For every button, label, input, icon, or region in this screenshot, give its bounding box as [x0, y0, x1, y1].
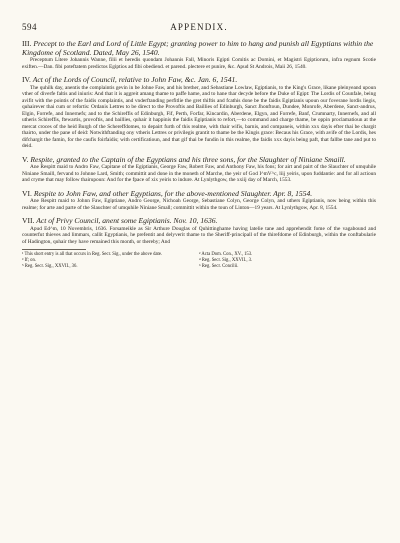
section-7 [22, 217, 376, 245]
section-title: Respite to John Faw, and other Egyptians, for the above-mentioned Slaughter. Apr. 8, 1554. [33, 188, 313, 198]
section-5 [22, 156, 376, 184]
footnote: ³ If; on. [22, 257, 37, 263]
section-number: VI. [22, 188, 32, 198]
footnotes [22, 252, 376, 269]
section-title: Act of Privy Council, anent some Egiptianis. Nov. 10, 1636. [36, 216, 218, 226]
section-number: VII. [22, 216, 35, 226]
section-paragraph: Ane Respitt maid to Andro Faw, Capitane of the Egiptianis, George Faw, Robert Faw, and Anthony Faw, his fons; for airt and pairt of the Slauchter of umquhile Niniane Smaill, fervand to Johnne Lard, Smith; committit and done in the moneth of Marche, the yeir of God I^mV^c, liij yeiris, upon fuddantie: and for all actioun and cryme that may follow thairupoun: And for the fpace of xix yeiris to indure. At Lynlythgow, the xxiij day of March, 1553. [22, 164, 376, 184]
section-heading [22, 217, 376, 226]
footnote: ⁶ Reg. Secr. Concilii. [199, 263, 239, 269]
section-paragraph: The quhilk day, anentis the complaintis gevin in be Johne Faw, and his brether, and Sebastiane Lowlaw, Egiptianis, to the King's Grace, likane pleinyeand upoun vther of diverfe faltis and iniuris: And that it is aggreit amang thame to paffe hame, and to hane thar decyde before the Duke of Egipt: The Lordis of Counfale, being avifit with the pointis of the faidis complaintis, and vnderftanding perfitlie the gret thiftis and fcathis done be the faidis Egiptianis upoun our foverane lordis liegis, quhairever thai cum or refortis: Ordanis Lettres to be direct to the Provoftis and Baillies of Edinburgh, Sanct Jhonftoun, Dundee, Monrofe, Aberdene, Sanct-andrus, Elgin, Forrefe, and Innernefs; and to the Schireffis of Edinburgh, Fif, Perth, Forfar, Kincardin, Aberdene, Elgyn, and Forrefe, Banf, Crumnarty, Innernefs, and all utheris Schireffis, ftewartis, provoftis, and baillies, quhair it happinis the faidis Egiptianis to refort,—to command and charge thame, be oppin proclamatioun at the mercat croces of the heid Burgh of the Schereffdomes, to depairt furth of this realme, with thair wifis, barnis, and companeis, within xxx dayis efter thai be chargit thairto, under the pane of deid: Notwithftanding ony vtheris Lettres or privilegis grantit to thame be the Kingis grace: Becaus his Grace, with avife of the Lordis, hes difchargit the famin, for the caufis foirfaidis; with certificatioun, and that gif thai be fundin in this realme, the faidis xxx dayis being paft, that fallbe tane and put to deid. [22, 85, 376, 150]
section-title: Precept to the Earl and Lord of Little Egypt; granting power to him to hang and punish all Egyptians within the Kingdome of Scotland. Dated, May 26, 1540. [22, 39, 374, 57]
section-paragraph: Ane Respitt maid to Johnn Faw, Egiptiane, Andro George, Nichoah George, Sebastiane Colyn, George Colyn, and uthers Egiptianis, now being within this realme; for arte and parte of the Slauchter of umquhile Niniane Small; committit within the toun of Linton—19 years. At Lynlythgow, Apr. 8, 1554. [22, 198, 376, 211]
footnote-rule [22, 249, 86, 250]
section-title: Respite, granted to the Captain of the Egyptians and his three sons, for the Slaughter of Niniane Smaill. [30, 154, 346, 164]
section-3 [22, 40, 376, 70]
footnote: ² Acta Dom. Con., XV., 153. [199, 252, 253, 258]
footnote: ⁵ Reg. Secr. Sig., XXVII., 36. [22, 263, 78, 269]
footnote: ⁴ Reg. Secr. Sig., XXVII., 3. [199, 257, 253, 263]
section-heading [22, 156, 376, 165]
section-paragraph: Apud Ed^m, 10 Novembris, 1636. Forsameikle as Sir Arthure Douglas of Quhittinghame having latelie tane and apprehendit fome of the vagabound and counterfut thieves and limmars, callit Egyptianis, he prefentit and delyverit thame to the Sheriff-principall of the thirefdome of Edinburgh, within the conftabularie of Hadington, quhair they have remained this month, or thereby; And [22, 225, 376, 245]
section-number: III. [22, 39, 32, 48]
section-number: IV. [22, 75, 31, 85]
section-heading [22, 190, 376, 199]
section-number: V. [22, 154, 29, 164]
section-4 [22, 76, 376, 149]
section-6 [22, 190, 376, 212]
page-header [22, 22, 376, 34]
section-heading [22, 76, 376, 85]
section-title: Act of the Lords of Council, relative to John Faw, &c. Jan. 6, 1541. [32, 75, 238, 85]
footnote: ¹ This short entry is all that occurs in Reg. Secr. Sig., under the above date. [22, 252, 163, 258]
section-heading [22, 40, 376, 57]
running-title: APPENDIX. [170, 22, 228, 32]
page-number: 594 [22, 22, 37, 32]
section-paragraph: Preceptum Litere Johannis Wanne, filii et heredis quondam Johannis Fall, Minoris Egipti Comitis ac Domini, et Magistri Egiptiorum, infra regnum Scotie exiften.—Dan. fibi poteftatem predictos Egiptios ad fibi obediend. et parend. plectere et punire, &c. Apud St Androis, Maii 26, 1540. [22, 57, 376, 70]
